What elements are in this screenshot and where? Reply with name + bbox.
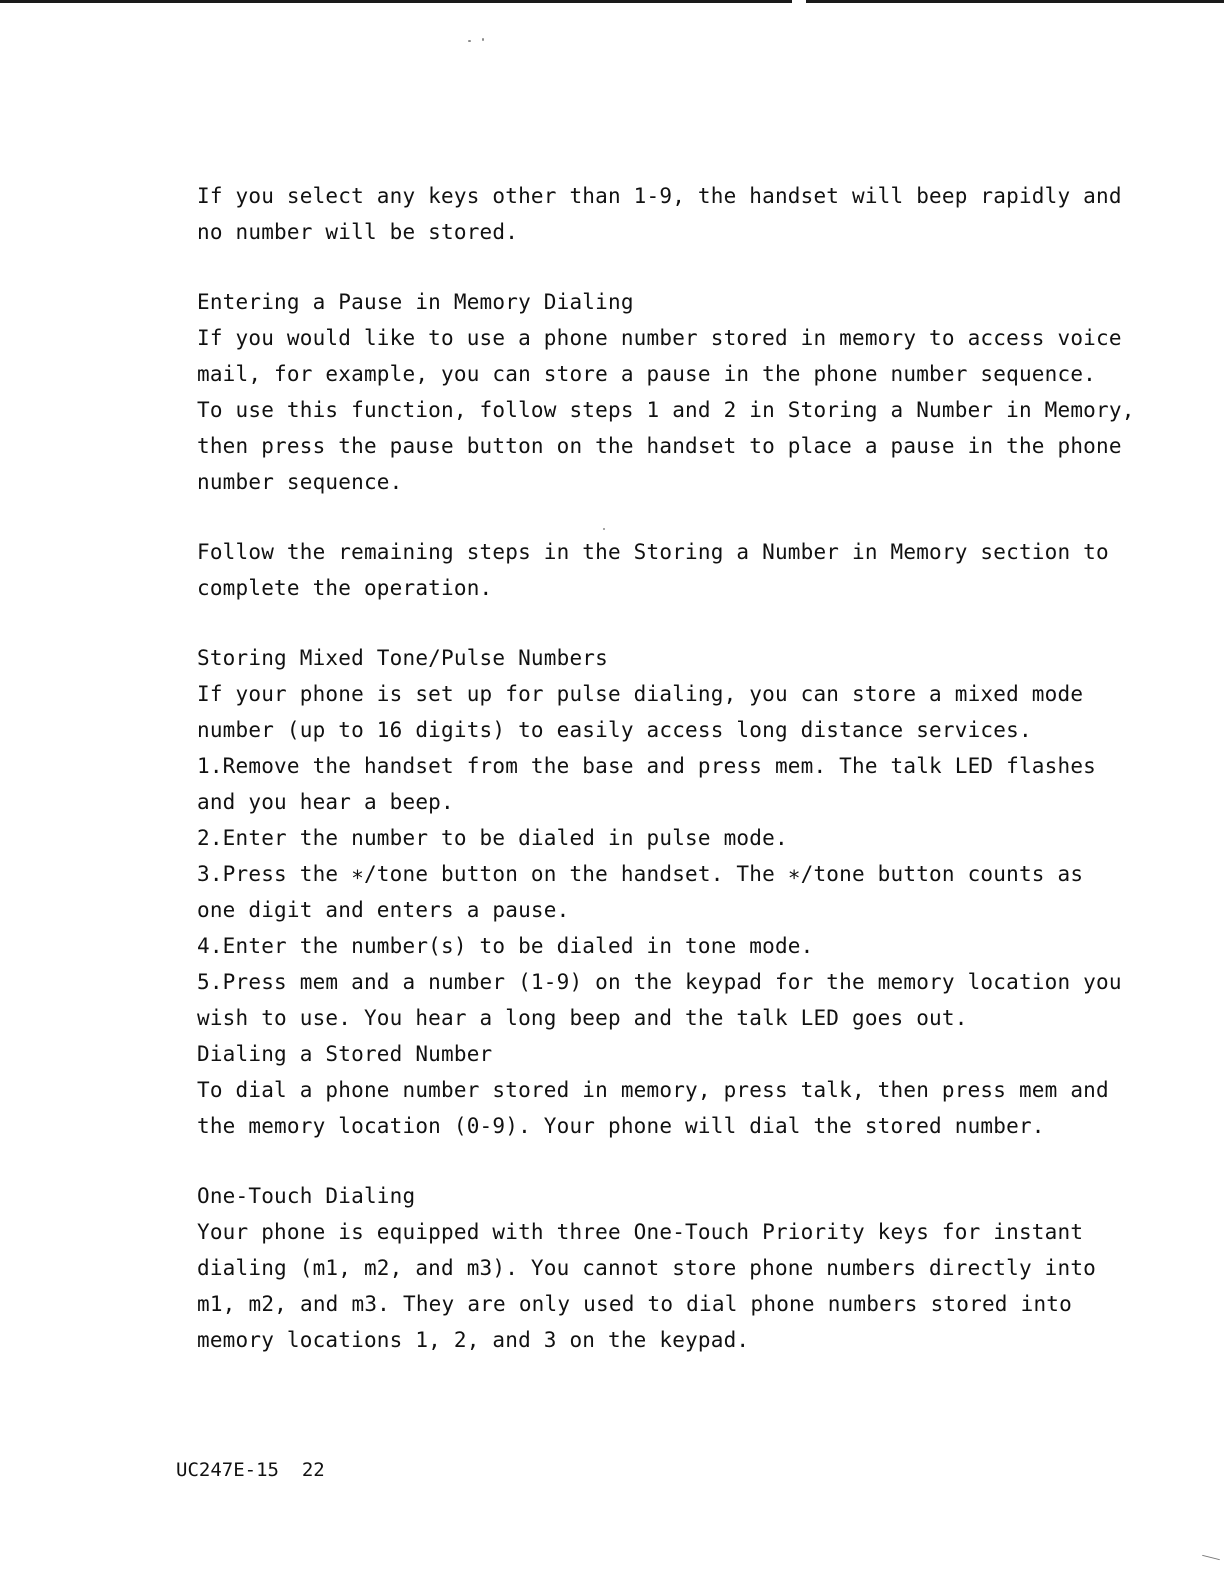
- section-entering-pause: [197, 284, 1135, 500]
- top-scan-rule-gap: [792, 0, 806, 3]
- page-number: 22: [301, 1459, 325, 1481]
- page-footer: [176, 1456, 325, 1484]
- text-line: If you select any keys other than 1-9, the handset will beep rapidly and: [197, 184, 1122, 208]
- section-heading: Dialing a Stored Number: [197, 1042, 493, 1066]
- text-line: Follow the remaining steps in the Storing a Number in Memory section to: [197, 540, 1109, 564]
- step-line: wish to use. You hear a long beep and the talk LED goes out.: [197, 1006, 968, 1030]
- scan-speck: [482, 38, 484, 41]
- section-heading: Storing Mixed Tone/Pulse Numbers: [197, 646, 608, 670]
- document-code: UC247E-15: [176, 1459, 279, 1481]
- section-heading: One-Touch Dialing: [197, 1184, 416, 1208]
- step-line: and you hear a beep.: [197, 790, 454, 814]
- step-line: 4.Enter the number(s) to be dialed in tone mode.: [197, 934, 814, 958]
- page-content: [197, 178, 1135, 1358]
- text-line: Your phone is equipped with three One-Touch Priority keys for instant: [197, 1220, 1084, 1244]
- paragraph-follow-steps: [197, 534, 1109, 606]
- step-line: one digit and enters a pause.: [197, 898, 570, 922]
- text-line: no number will be stored.: [197, 220, 519, 244]
- text-line: mail, for example, you can store a pause in the phone number sequence.: [197, 362, 1097, 386]
- section-heading: Entering a Pause in Memory Dialing: [197, 290, 634, 314]
- step-line: 2.Enter the number to be dialed in pulse mode.: [197, 826, 788, 850]
- step-line: 5.Press mem and a number (1-9) on the keypad for the memory location you: [197, 970, 1122, 994]
- section-mixed-tone-pulse: [197, 640, 1122, 1036]
- text-line: To dial a phone number stored in memory, press talk, then press mem and: [197, 1078, 1109, 1102]
- text-line: number (up to 16 digits) to easily access long distance services.: [197, 718, 1032, 742]
- text-line: the memory location (0-9). Your phone will dial the stored number.: [197, 1114, 1045, 1138]
- scan-corner-mark: [1202, 1555, 1220, 1560]
- scan-speck: [468, 40, 471, 42]
- text-line: memory locations 1, 2, and 3 on the keypad.: [197, 1328, 750, 1352]
- section-dialing-stored: [197, 1036, 1109, 1144]
- step-line: 3.Press the ∗/tone button on the handset. The ∗/tone button counts as: [197, 862, 1084, 886]
- text-line: then press the pause button on the handset to place a pause in the phone: [197, 434, 1122, 458]
- top-scan-rule: [0, 0, 1224, 3]
- section-one-touch: [197, 1178, 1097, 1358]
- step-line: 1.Remove the handset from the base and press mem. The talk LED flashes: [197, 754, 1097, 778]
- text-line: If your phone is set up for pulse dialing, you can store a mixed mode: [197, 682, 1084, 706]
- text-line: dialing (m1, m2, and m3). You cannot store phone numbers directly into: [197, 1256, 1097, 1280]
- paragraph-intro: [197, 178, 1122, 250]
- text-line: m1, m2, and m3. They are only used to dial phone numbers stored into: [197, 1292, 1072, 1316]
- text-line: To use this function, follow steps 1 and 2 in Storing a Number in Memory,: [197, 398, 1135, 422]
- text-line: If you would like to use a phone number stored in memory to access voice: [197, 326, 1122, 350]
- text-line: complete the operation.: [197, 576, 493, 600]
- text-line: number sequence.: [197, 470, 403, 494]
